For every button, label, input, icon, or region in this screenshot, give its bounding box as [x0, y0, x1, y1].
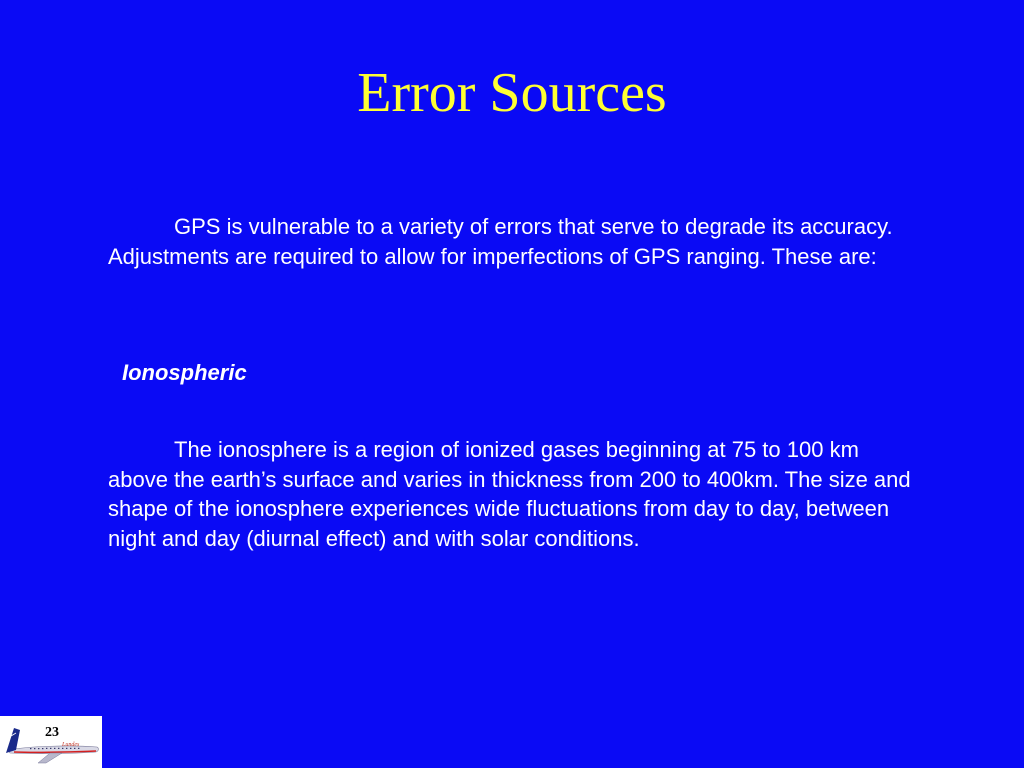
svg-text:Lundes: Lundes — [62, 742, 80, 748]
intro-paragraph: GPS is vulnerable to a variety of errors that serve to degrade its accuracy. Adjustments are required to allow for imperfections of GPS ranging. These are: — [108, 214, 893, 269]
slide-title: Error Sources — [357, 62, 667, 124]
airplane-logo-icon — [0, 716, 102, 768]
ionospheric-paragraph: The ionosphere is a region of ionized gases beginning at 75 to 100 km above the earth’s surface and varies in thickness from 200 to 400km. The size and shape of the ionosphere experiences wide fluctuations from day to day, between night and day (diurnal effect) and with solar conditions. — [108, 437, 911, 551]
page-number: 23 — [45, 725, 59, 740]
section-heading-ionospheric: Ionospheric — [122, 360, 247, 385]
footer-logo — [0, 716, 102, 768]
